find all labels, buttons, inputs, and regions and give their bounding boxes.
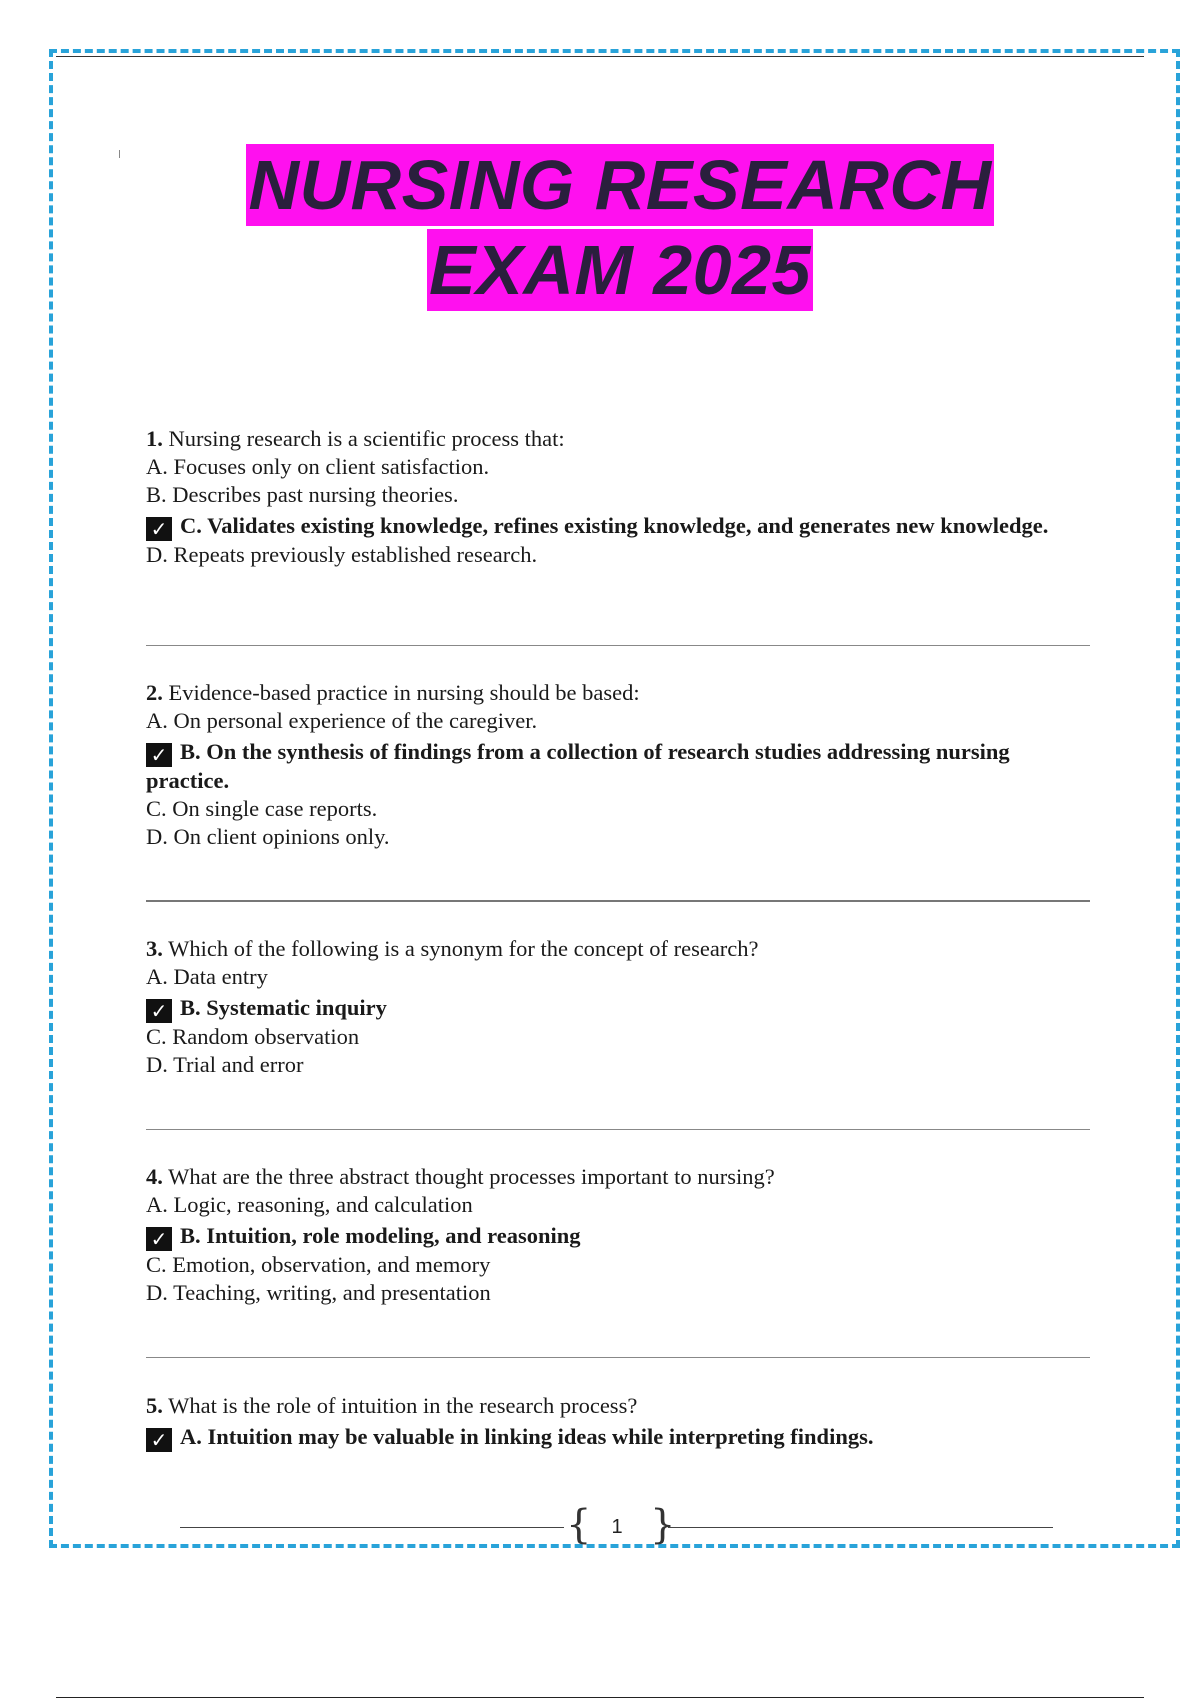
question-text: 3. Which of the following is a synonym for the concept of research? [146, 936, 759, 961]
page-number: 1 [611, 1516, 623, 1538]
question-separator [146, 645, 1090, 646]
question-separator [146, 900, 1090, 902]
option-d: D. Teaching, writing, and presentation [146, 1280, 491, 1305]
header-rule [56, 56, 1144, 57]
checkmark-icon: ✓ [146, 999, 172, 1023]
checkmark-icon: ✓ [146, 743, 172, 767]
title-line-1: NURSING RESEARCH [248, 146, 992, 224]
question-1 [146, 425, 1086, 569]
question-5 [146, 1392, 1086, 1452]
option-a: A. Data entry [146, 964, 268, 989]
option-c: C. Emotion, observation, and memory [146, 1252, 491, 1277]
title-line-2: EXAM 2025 [429, 231, 811, 309]
question-2 [146, 679, 1086, 851]
question-3 [146, 935, 1086, 1079]
correct-option: ✓ B. Intuition, role modeling, and reasoning [146, 1222, 1086, 1251]
checkmark-icon: ✓ [146, 1227, 172, 1251]
option-d: D. Trial and error [146, 1052, 304, 1077]
left-brace-icon: { [566, 1502, 592, 1548]
correct-option: ✓ B. Systematic inquiry [146, 994, 1086, 1023]
right-brace-icon: } [650, 1502, 676, 1548]
exam-title [0, 144, 1200, 311]
option-d: D. On client opinions only. [146, 824, 390, 849]
question-text: 4. What are the three abstract thought processes important to nursing? [146, 1164, 775, 1189]
checkmark-icon: ✓ [146, 517, 172, 541]
question-text: 5. What is the role of intuition in the research process? [146, 1393, 638, 1418]
correct-option: ✓ A. Intuition may be valuable in linking ideas while interpreting findings. [146, 1423, 1086, 1452]
question-4 [146, 1163, 1086, 1307]
footer-rule-left [180, 1527, 564, 1528]
question-separator [146, 1129, 1090, 1130]
page-bottom-rule [56, 1697, 1144, 1698]
option-d: D. Repeats previously established research. [146, 542, 538, 567]
option-b: B. Describes past nursing theories. [146, 482, 459, 507]
question-text: 2. Evidence-based practice in nursing should be based: [146, 680, 640, 705]
question-separator [146, 1357, 1090, 1358]
option-a: A. Focuses only on client satisfaction. [146, 454, 490, 479]
option-c: C. On single case reports. [146, 796, 378, 821]
correct-option: ✓ B. On the synthesis of findings from a collection of research studies addressing nursing practice. [146, 739, 1010, 793]
correct-option: ✓ C. Validates existing knowledge, refines existing knowledge, and generates new knowledge. [146, 512, 1086, 541]
option-c: C. Random observation [146, 1024, 360, 1049]
question-text: 1. Nursing research is a scientific process that: [146, 426, 565, 451]
option-a: A. Logic, reasoning, and calculation [146, 1192, 473, 1217]
footer-rule-right [668, 1527, 1053, 1528]
checkmark-icon: ✓ [146, 1428, 172, 1452]
option-a: A. On personal experience of the caregiver. [146, 708, 538, 733]
